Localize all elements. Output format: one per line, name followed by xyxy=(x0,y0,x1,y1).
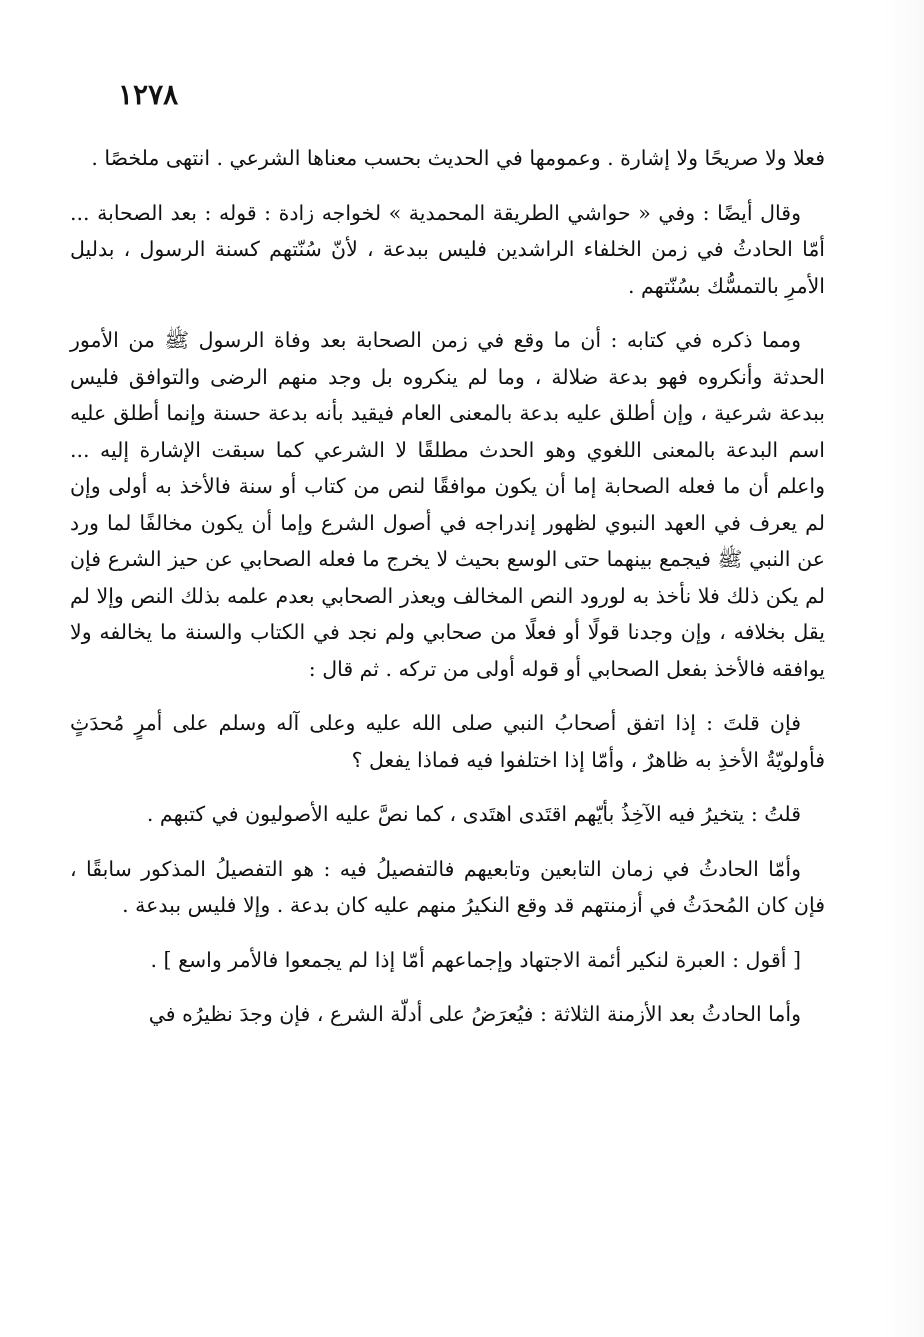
body-text xyxy=(70,140,825,1051)
paragraph-2: وقال أيضًا : وفي « حواشي الطريقة المحمدية » لخواجه زادة : قوله : بعد الصحابة ... أمّا الحادثُ في زمن الخلفاء الراشدين فليس ببدعة ، لأنّ سُنّتهم كسنة الرسول ، بدليل الأمرِ بالتمسُّك بسُنّتهم . xyxy=(70,200,825,298)
paragraph-5: قلتُ : يتخيرُ فيه الآخِذُ بأيّهم اقتَدى اهتَدى ، كما نصَّ عليه الأصوليون في كتبهم . xyxy=(146,802,801,826)
paragraph-7: [ أقول : العبرة لنكير أئمة الاجتهاد وإجماعهم أمّا إذا لم يجمعوا فالأمر واسع ] . xyxy=(150,947,801,972)
paragraph-3: ومما ذكره في كتابه : أن ما وقع في زمن الصحابة بعد وفاة الرسول ﷺ من الأمور الحدثة وأنكروه فهو بدعة ضلالة ، وما لم ينكروه بل وجد منهم الرضى والتوافق فليس ببدعة شرعية ، وإن أطلق عليه بدعة بالمعنى العام فيقيد بأنه بدعة حسنة وإنما أطلق عليه اسم البدعة بالمعنى اللغوي وهو الحدث مطلقًا لا الشرعي كما سبقت الإشارة إليه ... واعلم أن ما فعله الصحابة إما أن يكون موافقًا لنص من كتاب أو سنة فالأخذ به أولى وإن لم يعرف في العهد النبوي لظهور إندراجه في أصول الشرع وإما أن يكون مخالفًا لما ورد عن النبي ﷺ فيجمع بينهما حتى الوسع بحيث لا يخرج ما فعله الصحابي عن حيز الشرع فإن لم يكن ذلك فلا نأخذ به لورود النص المخالف ويعذر الصحابي بعدم علمه بذلك النص وإلا لم يقل بخلافه ، وإن وجدنا قولًا أو فعلًا من صحابي ولم نجد في الكتاب والسنة ما يخالفه ولا يوافقه فالأخذ بفعل الصحابي أو قوله أولى من تركه . ثم قال : xyxy=(70,328,825,681)
paragraph-6: وأمّا الحادثُ في زمان التابعين وتابعيهم فالتفصيلُ فيه : هو التفصيلُ المذكور سابقًا ، فإن كان المُحدَثُ في أزمنتهم قد وقع النكيرُ منهم عليه كان بدعة . وإلا فليس ببدعة . xyxy=(70,856,825,917)
page-edge-shadow xyxy=(884,0,924,1337)
paragraph-1: فعلا ولا صريحًا ولا إشارة . وعمومها في الحديث بحسب معناها الشرعي . انتهى ملخصًا . xyxy=(91,146,825,170)
paragraph-8: وأما الحادثُ بعد الأزمنة الثلاثة : فيُعرَضُ على أدلّة الشرع ، فإن وجدَ نظيرُه في xyxy=(148,1002,801,1026)
paragraph-4: فإن قلتَ : إذا اتفق أصحابُ النبي صلى الله عليه وعلى آله وسلم على أمرٍ مُحدَثٍ فأولويّةُ الأخذِ به ظاهرٌ ، وأمّا إذا اختلفوا فيه فماذا يفعل ؟ xyxy=(70,711,825,772)
page-number: ١٢٧٨ xyxy=(118,78,179,111)
